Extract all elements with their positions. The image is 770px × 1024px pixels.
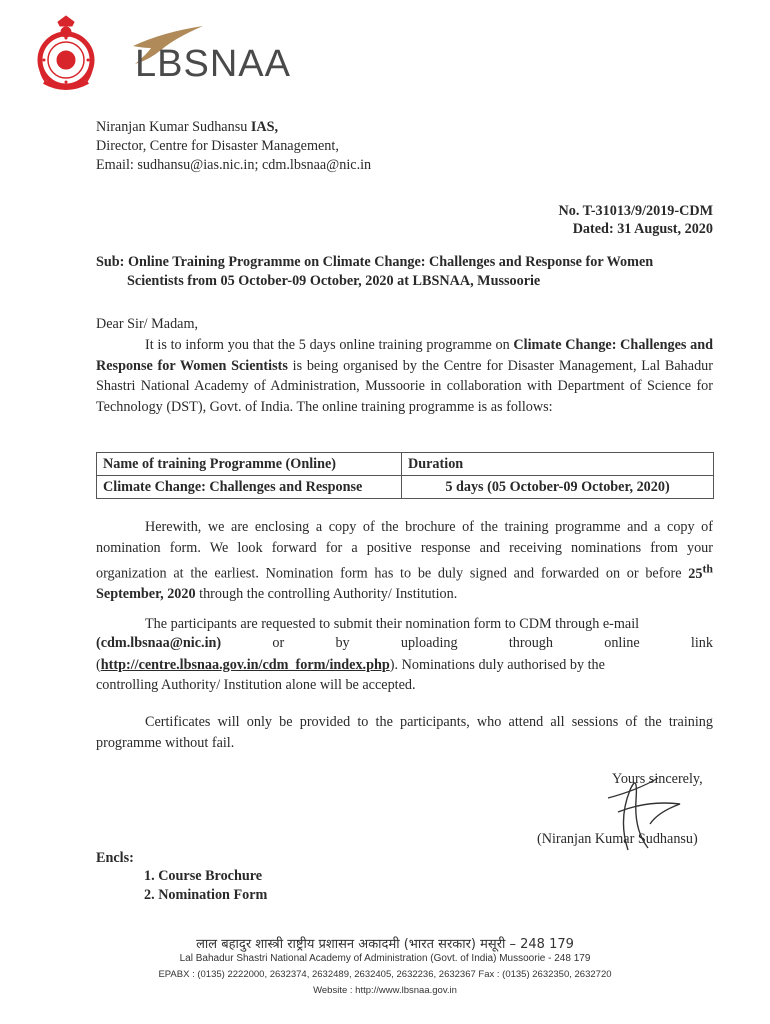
table-cell-duration: 5 days (05 October-09 October, 2020) <box>402 476 714 499</box>
word-online: online <box>604 635 640 651</box>
sender-block <box>96 118 371 175</box>
footer-address: Lal Bahadur Shastri National Academy of Administration (Govt. of India) Mussoorie - 248 179 <box>179 953 591 964</box>
deadline-day: 25 <box>688 565 703 582</box>
table-header-row <box>97 453 714 476</box>
enclosure-tail: through the controlling Authority/ Institution. <box>195 586 458 603</box>
intro-rest: is being organised by the Centre for Disaster Management, Lal Bahadur Shastri National Academy of Administration, Mussoorie in collaboration with Department of Science for Technology (DST), Govt. of India. The online training programme is as follows: <box>96 357 713 415</box>
enclosure-text: Herewith, we are enclosing a copy of the brochure of the training programme and a copy of nomination form. We look forward for a positive response and receiving nominations from your organization at the earliest. Nomination form has to be duly signed and forwarded on or before <box>96 519 713 582</box>
lbsnaa-emblem-icon <box>30 12 102 92</box>
word-uploading: uploading <box>400 635 458 651</box>
programme-name: Climate Change: Challenges and Response for Women Scientists <box>96 337 713 374</box>
intro-lead: It is to inform you that the 5 days online training programme on <box>145 337 514 353</box>
footer-website[interactable]: Website : http://www.lbsnaa.gov.in <box>313 985 457 996</box>
footer-phones: EPABX : (0135) 2222000, 2632374, 2632489, 2632405, 2632236, 2632367 Fax : (0135) 2632350, 2632720 <box>158 969 612 980</box>
signatory-name: (Niranjan Kumar Sudhansu) <box>537 831 698 847</box>
enclosure-item: 2. Nomination Form <box>144 887 268 903</box>
reference-number: No. T-31013/9/2019-CDM <box>558 203 713 219</box>
word-link: link <box>690 635 713 651</box>
sender-designation: Director, Centre for Disaster Management, <box>96 138 339 154</box>
link-open: ( <box>96 657 101 673</box>
enclosure-item: 1. Course Brochure <box>144 868 263 884</box>
sender-service: IAS, <box>250 119 279 135</box>
word-by: by <box>335 635 350 651</box>
programme-table <box>96 452 714 499</box>
intro-paragraph <box>96 335 713 417</box>
enclosure-paragraph <box>96 517 713 605</box>
word-through: through <box>508 635 553 651</box>
sender-name: Niranjan Kumar Sudhansu <box>96 119 248 135</box>
link-tail: ). Nominations duly authorised by the <box>389 657 605 673</box>
salutation: Dear Sir/ Madam, <box>96 316 199 332</box>
table-header-programme: Name of training Programme (Online) <box>97 453 402 476</box>
table-row <box>97 476 714 499</box>
submission-line-4: controlling Authority/ Institution alone will be accepted. <box>96 677 416 693</box>
deadline-suffix: th <box>702 561 713 575</box>
certificate-paragraph: Certificates will only be provided to the participants, who attend all sessions of the training programme without fail. <box>96 714 713 751</box>
table-header-duration: Duration <box>402 453 714 476</box>
sign-off: Yours sincerely, <box>612 771 703 787</box>
deadline-month: September, 2020 <box>96 586 196 603</box>
sender-name-line <box>96 118 371 137</box>
nomination-form-link[interactable]: http://centre.lbsnaa.gov.in/cdm_form/index.php <box>100 657 390 673</box>
word-or: or <box>272 635 285 651</box>
submission-line-3 <box>96 655 713 676</box>
subject <box>96 253 714 291</box>
enclosures-label: Encls: <box>96 850 134 866</box>
table-cell-programme: Climate Change: Challenges and Response <box>97 476 402 499</box>
cdm-email[interactable]: (cdm.lbsnaa@nic.in) <box>96 635 222 651</box>
subject-line-2: Scientists from 05 October-09 October, 2020 at LBSNAA, Mussoorie <box>127 273 541 289</box>
logo-text: LBSNAA <box>135 43 291 84</box>
reference-date: Dated: 31 August, 2020 <box>572 221 713 237</box>
footer-hindi: लाल बहादुर शास्त्री राष्ट्रीय प्रशासन अकादमी (भारत सरकार) मसूरी – 248 179 <box>196 937 574 952</box>
submission-line-1: The participants are requested to submit their nomination form to CDM through e-mail <box>145 616 640 632</box>
subject-line-1: Sub: Online Training Programme on Climate Change: Challenges and Response for Women <box>96 254 654 270</box>
sender-email: Email: sudhansu@ias.nic.in; cdm.lbsnaa@nic.in <box>96 157 372 173</box>
submission-line-2 <box>96 635 713 652</box>
lbsnaa-logo <box>103 24 303 84</box>
